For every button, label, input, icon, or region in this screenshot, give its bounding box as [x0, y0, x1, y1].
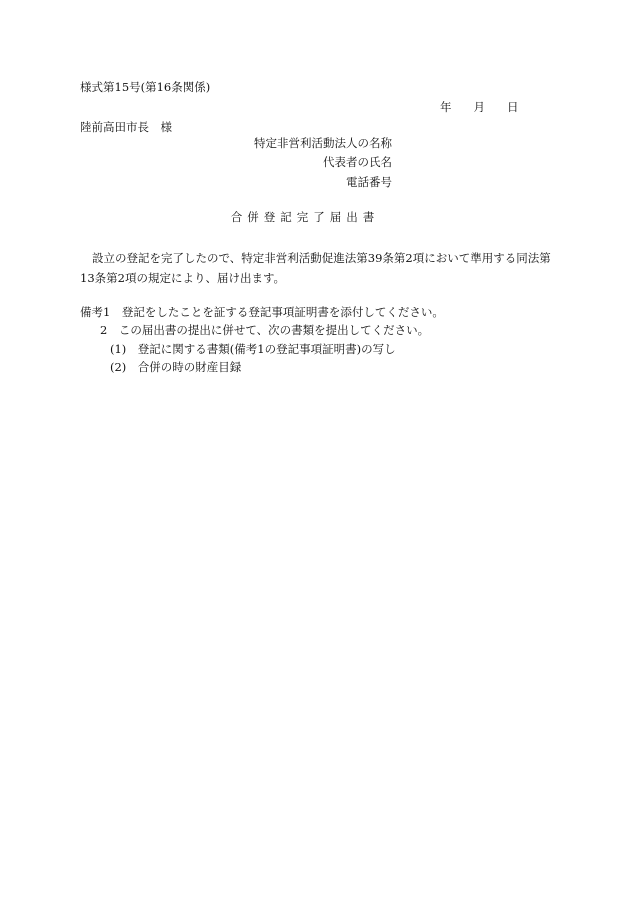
applicant-name-label: 特定非営利活動法人の名称: [254, 136, 392, 150]
phone-label: 電話番号: [346, 175, 392, 189]
document-title: 合併登記完了届出書: [230, 210, 380, 224]
representative-label: 代表者の氏名: [323, 155, 392, 169]
note-sub-item: (1) 登記に関する書類(備考1の登記事項証明書)の写し: [110, 342, 396, 356]
note-1: 備考1 登記をしたことを証する登記事項証明書を添付してください。: [80, 305, 444, 319]
day-label: 日: [507, 100, 519, 114]
form-number: 様式第15号(第16条関係): [80, 80, 211, 94]
note-2: 2 この届出書の提出に併せて、次の書類を提出してください。: [100, 323, 430, 337]
addressee: 陸前高田市長 様: [80, 120, 172, 134]
month-label: 月: [473, 100, 485, 114]
date-field: [440, 100, 519, 114]
body-paragraph: 設立の登記を完了したので、特定非営利活動促進法第39条第2項において準用する同法第13条第2項の規定により、届け出ます。: [80, 251, 551, 285]
year-label: 年: [440, 100, 452, 114]
note-sub-item: (2) 合併の時の財産目録: [110, 360, 242, 374]
